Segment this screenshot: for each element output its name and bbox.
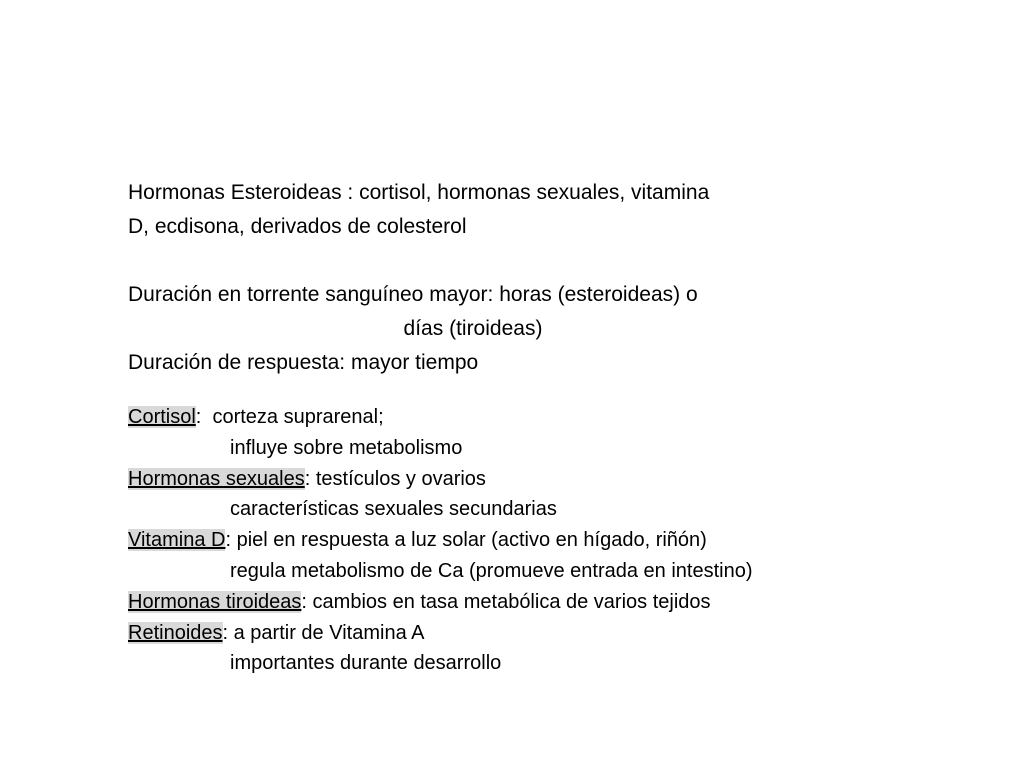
term-cortisol: Cortisol — [128, 406, 196, 428]
term-hormonas-sexuales: Hormonas sexuales — [128, 467, 305, 490]
item-detail: características sexuales secundarias — [230, 498, 557, 521]
term-vitamina-d: Vitamina D — [128, 529, 226, 552]
item-detail: influye sobre metabolismo — [230, 436, 463, 459]
item-text: : a partir de Vitamina A — [222, 621, 425, 644]
response-line: Duración de respuesta: mayor tiempo — [128, 351, 479, 374]
item-text: : testículos y ovarios — [304, 467, 486, 490]
item-detail: regula metabolismo de Ca (promueve entrada en intestino) — [230, 559, 753, 582]
spacer — [128, 244, 908, 278]
item-text: : corteza suprarenal; — [195, 406, 384, 428]
slide-content — [128, 176, 908, 679]
hormone-list — [128, 402, 908, 679]
list-item-hormonas-sexuales — [128, 464, 908, 495]
spacer — [128, 380, 908, 402]
item-text: : piel en respuesta a luz solar (activo en hígado, riñón) — [225, 529, 707, 552]
duration-line-2: días (tiroideas) — [403, 317, 543, 340]
list-item-vitamina-d — [128, 525, 908, 556]
term-hormonas-tiroideas: Hormonas tiroideas — [128, 590, 302, 613]
list-item-cortisol — [128, 402, 908, 433]
intro-line-2: D, ecdisona, derivados de colesterol — [128, 215, 467, 238]
list-item-hormonas-tiroideas — [128, 587, 908, 618]
term-retinoides: Retinoides — [128, 621, 223, 644]
intro-line-1: Hormonas Esteroideas : cortisol, hormonas sexuales, vitamina — [128, 181, 710, 204]
item-detail: importantes durante desarrollo — [230, 652, 502, 675]
list-item-retinoides — [128, 618, 908, 649]
duration-line-1: Duración en torrente sanguíneo mayor: horas (esteroideas) o — [128, 283, 698, 306]
item-text: : cambios en tasa metabólica de varios tejidos — [301, 590, 711, 613]
